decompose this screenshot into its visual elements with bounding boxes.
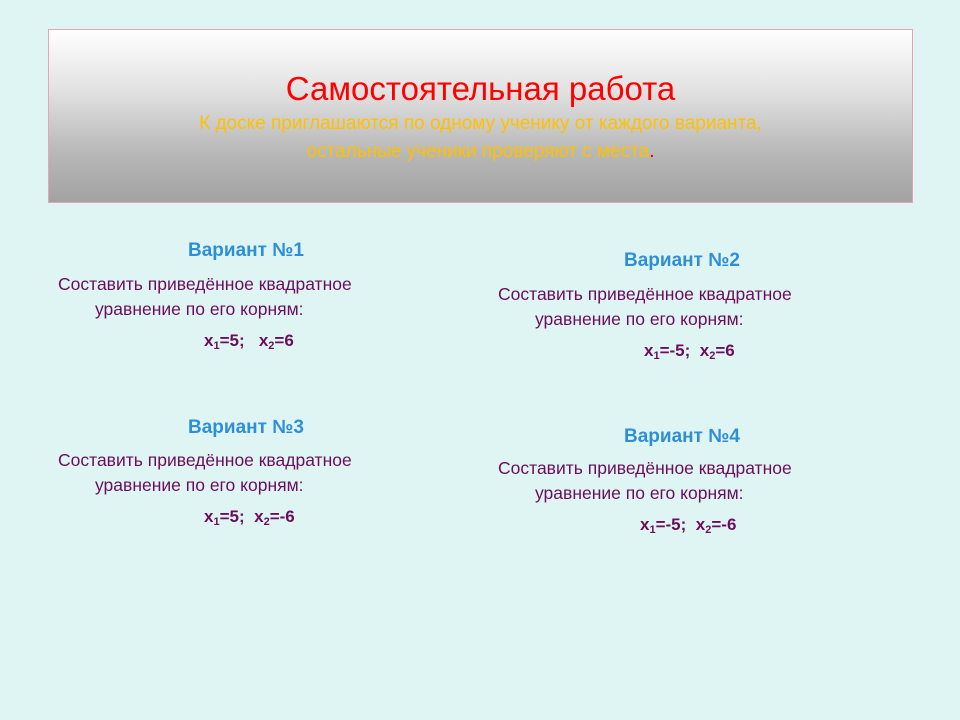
root-x2-subscript: 2	[263, 516, 270, 528]
variant-1-task-line-2: уравнение по его корням:	[95, 299, 304, 319]
instructions-period: .	[649, 141, 655, 162]
root-x1-symbol: x	[644, 341, 654, 360]
root-x1-subscript: 1	[213, 516, 220, 528]
variant-4-task	[498, 456, 792, 506]
variant-1-task	[58, 272, 352, 322]
root-x1-symbol: x	[204, 507, 214, 526]
root-x2-value: =6	[715, 341, 735, 360]
root-x2-symbol: x	[695, 515, 706, 534]
root-x2-subscript: 2	[268, 340, 275, 352]
root-x1-symbol: x	[204, 331, 214, 350]
root-x1-subscript: 1	[649, 524, 656, 536]
variant-2-title: Вариант №2	[624, 250, 740, 271]
variant-2-task	[498, 282, 792, 332]
variant-1-title: Вариант №1	[188, 240, 304, 261]
variant-3-title: Вариант №3	[188, 417, 304, 438]
root-x2-symbol: x	[254, 507, 264, 526]
instructions	[49, 110, 912, 166]
variant-2-task-line-2: уравнение по его корням:	[535, 309, 744, 329]
root-x2-value: =-6	[269, 507, 295, 526]
root-x1-subscript: 1	[653, 350, 660, 362]
variant-3-task	[58, 448, 352, 498]
root-x1-value: =-5;	[655, 515, 687, 534]
variant-3-roots	[204, 507, 295, 528]
root-x2-subscript: 2	[709, 350, 716, 362]
variant-3-task-line-2: уравнение по его корням:	[95, 475, 304, 495]
root-x2-value: =6	[274, 331, 294, 350]
root-x2-subscript: 2	[705, 524, 712, 536]
variant-4-title: Вариант №4	[624, 426, 740, 447]
root-x1-value: =-5;	[659, 341, 691, 360]
instructions-line-1: К доске приглашаются по одному ученику от каждого варианта,	[199, 113, 762, 134]
page-title: Самостоятельная работа	[285, 70, 676, 107]
root-x2-symbol: x	[699, 341, 710, 360]
root-x1-subscript: 1	[213, 340, 220, 352]
instructions-line-2: остальные ученики проверяют с места	[306, 141, 650, 162]
variant-2-task-line-1: Составить приведённое квадратное	[498, 284, 792, 304]
variant-4-task-line-1: Составить приведённое квадратное	[498, 458, 792, 478]
variant-3-task-line-1: Составить приведённое квадратное	[58, 450, 352, 470]
variant-1-roots	[204, 331, 294, 352]
root-x2-symbol: x	[258, 331, 269, 350]
root-x1-value: =5;	[219, 331, 245, 350]
root-x1-value: =5;	[219, 507, 245, 526]
root-x2-value: =-6	[711, 515, 737, 534]
variant-4-task-line-2: уравнение по его корням:	[535, 483, 744, 503]
root-x1-symbol: x	[640, 515, 650, 534]
variant-2-roots	[644, 341, 735, 362]
title-banner	[48, 29, 913, 203]
variant-1-task-line-1: Составить приведённое квадратное	[58, 274, 352, 294]
variant-4-roots	[640, 515, 736, 536]
